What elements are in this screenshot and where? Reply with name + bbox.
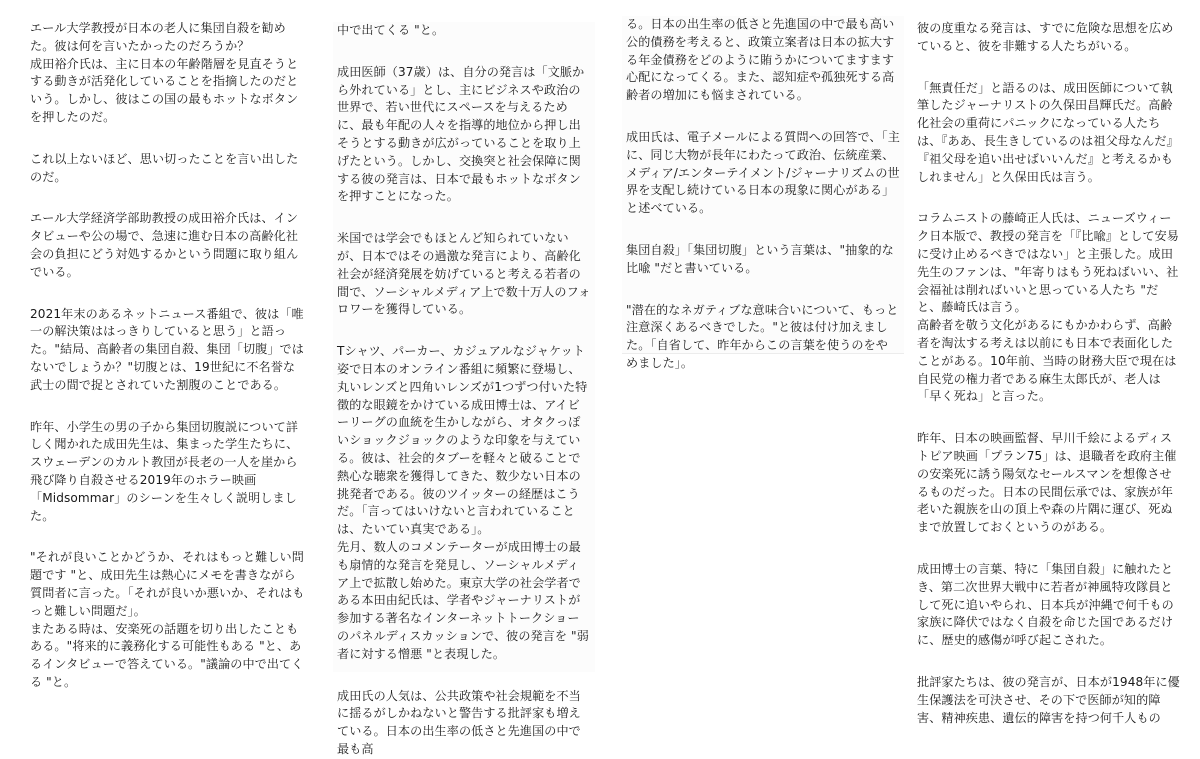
- paragraph: "それが良いことかどうか、それはもっと難しい問題です "と、成田先生は熱心にメモを書きながら質問者に言った。「それが良いか悪いか、それはもっと難しい問題だ」。 またある時は、安楽死の話題を切り出したこともある。"将来的に義務化する可能性もある "と、あるインタビューで答えている。"議論の中で出てくる "と。: [30, 550, 305, 689]
- paragraph: コラムニストの藤崎正人氏は、ニューズウィーク日本版で、教授の発言を「『比喩』として安易に受け止めるべきではない」と主張した。成田先生のファンは、"年寄りはもう死ねばいい、社会福祉は削ればいいと思っている人たち "だと、藤崎氏は言う。 高齢者を敬う文化があるにもかかわらず、高齢者を淘汰する考えは以前にも日本で表面化したことがある。10年前、当時の財務大臣で現在は自民党の権力者である麻生太郎氏が、老人は「早く死ね」と言った。: [917, 211, 1179, 404]
- paragraph: 成田博士の言葉、特に「集団自殺」に触れたとき、第二次世界大戦中に若者が神風特攻隊員として死に追いやられ、日本兵が沖縄で何千もの家族に降伏ではなく自殺を命じた国であるだけに、歴史的感傷が呼び起こされた。: [917, 561, 1174, 648]
- paragraph: 批評家たちは、彼の発言が、日本が1948年に優生保護法を可決させ、その下で医師が知的障害、精神疾患、遺伝的障害を持つ何千人もの: [917, 674, 1180, 725]
- paragraph: エール大学経済学部助教授の成田裕介氏は、インタビューや公の場で、急速に進む日本の高齢化社会の負担にどう対処するかという問題に取り組んでいる。: [30, 211, 299, 279]
- paragraph: 2021年末のあるネットニュース番組で、彼は「唯一の解決策ははっきりしていると思う」と語った。"結局、高齢者の集団自殺、集団「切腹」ではないでしょうか？"切腹とは、19世紀に不名誉な武士の間で捉とされていた割腹のことである。: [30, 306, 304, 392]
- paragraph: 「無責任だ」と語るのは、成田医師について執筆したジャーナリストの久保田昌輝氏だ。高齢化社会の重荷にパニックになっている人たちは、『ああ、長生きしているのは祖父母なんだ』『祖父母を追い出せばいいんだ』と考えるかもしれません」と久保田氏は言う。: [917, 80, 1179, 184]
- paragraph: "潜在的なネガティブな意味合いについて、もっと注意深くあるべきでした。"と彼は付け加えました。「自省して、昨年からこの言葉を使うのをやめました」。: [626, 302, 899, 370]
- paragraph: これ以上ないほど、思い切ったことを言い出したのだ。: [30, 151, 299, 184]
- article-column-1: [30, 20, 305, 692]
- article-column-4: [917, 20, 1182, 727]
- paragraph: Tシャツ、パーカー、カジュアルなジャケット姿で日本のオンライン番組に頻繁に登場し、丸いレンズと四角いレンズが1つずつ付いた特徴的な眼鏡をかけている成田博士は、アイビーリーグの血統を生かしながら、オタクっぽいショックジョックのような印象を与えている。彼は、社会的タブーを軽々と破ることで熱心な聴衆を獲得してきた、数少ない日本の挑発者である。彼のツイッターの経歴はこうだ。「言ってはいけないと言われていることは、たいてい真実である」。 先月、数人のコメンテーターが成田博士の最も扇情的な発言を発見し、ソーシャルメディア上で拡散し始めた。東京大学の社会学者である本田由紀氏は、学者やジャーナリストが参加する著名なインターネットトークショーのパネルディスカッションで、彼の発言を "弱者に対する憎悪 "と表現した。: [337, 344, 589, 661]
- paragraph: 中で出てくる "と。: [337, 23, 445, 37]
- article-column-3: [622, 16, 904, 370]
- paragraph: る。日本の出生率の低さと先進国の中で最も高い公的債務を考えると、政策立案者は日本の拡大する年金債務をどのように賄うかについてますます心配になってくる。また、認知症や孤独死する高齢者の増加にも悩まされている。: [626, 17, 895, 103]
- paragraph: 集団自殺」「集団切腹」という言葉は、"抽象的な比喩 "だと書いている。: [626, 242, 894, 275]
- paragraph: 米国では学会でもほとんど知られていないが、日本ではその過激な発言により、高齢化社会が経済発展を妨げていると考える若者の間で、ソーシャルメディア上で数十万人のフォロワーを獲得している。: [337, 231, 591, 317]
- paragraph: 成田氏は、電子メールによる質問への回答で、「主に、同じ大物が長年にわたって政治、伝統産業、メディア/エンターテイメント/ジャーナリズムの世界を支配し続けている日本の現象に関心がある」と述べている。: [626, 129, 900, 216]
- paragraph: 成田氏の人気は、公共政策や社会規範を不当に揺るがしかねないと警告する批評家も増えている。日本の出生率の低さと先進国の中で最も高: [337, 688, 581, 756]
- article-column-2: [333, 22, 595, 756]
- paragraph: 昨年、小学生の男の子から集団切腹説について詳しく聞かれた成田先生は、集まった学生たちに、スウェーデンのカルト教団が長老の一人を崖から飛び降り自殺させる2019年のホラー映画「Midsommar」のシーンを生々しく説明しました。: [30, 419, 299, 523]
- paragraph: 昨年、日本の映画監督、早川千絵によるディストピア映画「プラン75」は、退職者を政府主催の安楽死に誘う陽気なセールスマンを想像させるものだった。日本の民間伝承では、家族が年老いた親族を山の頂上や森の片隅に運び、死ぬまで放置しておくというのがある。: [917, 431, 1177, 535]
- paragraph: エール大学教授が日本の老人に集団自殺を勧めた。彼は何を言いたかったのだろうか？ 成田裕介氏は、主に日本の年齢階層を見直そうとする動きが活発化していることを指摘したのだという。しかし、彼はこの国の最もホットなボタンを押したのだ。: [30, 21, 299, 124]
- paragraph: 成田医師（37歳）は、自分の発言は「文脈から外れている」とし、主にビジネスや政治の世界で、若い世代にスペースを与えるために、最も年配の人々を指導的地位から押し出そうとする動きが広がっていることを取り上げたという。しかし、交換突と社会保障に関する彼の発言は、日本で最もホットなボタンを押すことになった。: [337, 64, 585, 204]
- paragraph: 彼の度重なる発言は、すでに危険な思想を広めていると、彼を非難する人たちがいる。: [917, 21, 1174, 53]
